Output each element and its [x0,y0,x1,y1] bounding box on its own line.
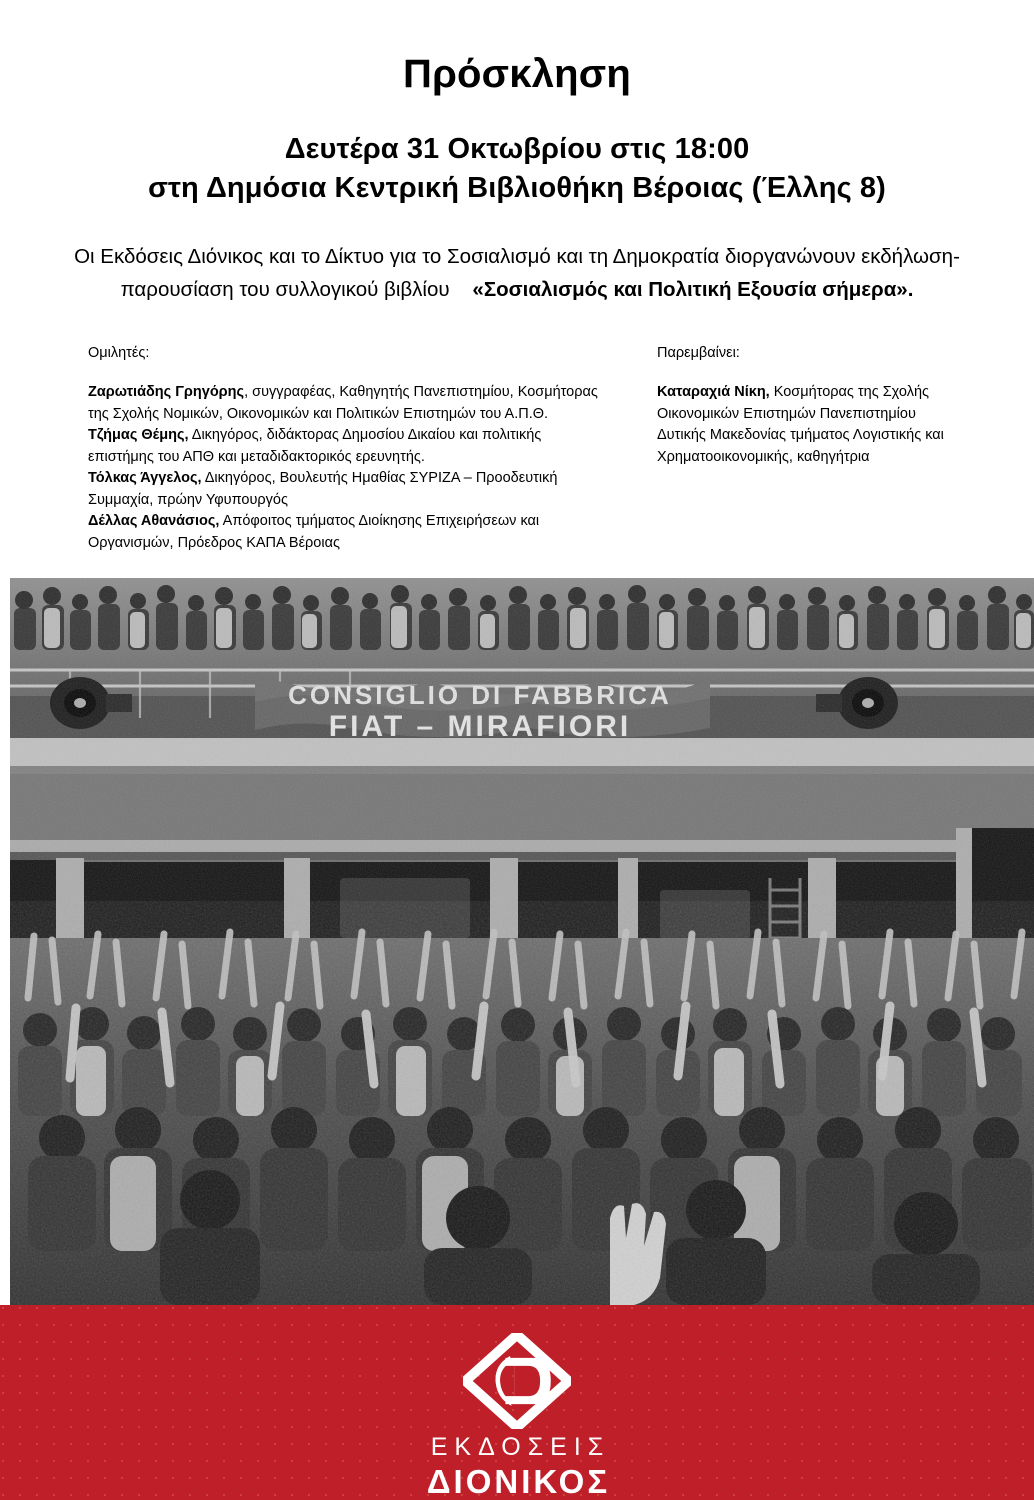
speaker-description: , συγγραφέας, Καθηγητής Πανεπιστημίου, Κοσμήτορας της Σχολής Νομικών, Οικονομικών και Πολιτικών Επιστημών του Α.Π.Θ. [88,384,598,422]
speaker-entry [88,382,608,425]
publisher-word-dionikos: ΔΙΟΝΙΚΟΣ [426,1463,611,1500]
speaker-description: Δικηγόρος, Βουλευτής Ημαθίας ΣΥΡΙΖΑ – Προοδευτική Συμμαχία, πρώην Υφυπουργός [88,470,558,508]
discussant-column [657,343,957,469]
speaker-entry [88,468,608,511]
speaker-name: Δέλλας Αθανάσιος, [88,513,220,530]
event-venue: στη Δημόσια Κεντρική Βιβλιοθήκη Βέροιας (Έλλης 8) [148,171,886,204]
page-title: Πρόσκληση [402,52,631,96]
intro-line-2 [52,274,982,307]
discussant-heading: Παρεμβαίνει: [657,344,740,361]
poster-header [0,0,1034,207]
speaker-description: Απόφοιτος τμήματος Διοίκησης Επιχειρήσεων και Οργανισμών, Πρόεδρος ΚΑΠΑ Βέροιας [88,513,540,551]
discussant-entry [657,382,957,468]
book-title: «Σοσιαλισμός και Πολιτική Εξουσία σήμερα». [472,277,914,301]
diamond-monogram-icon [463,1333,571,1429]
discussant-name: Καταραχιά Νίκη, [657,384,770,401]
intro-paragraph [52,241,982,307]
publisher-logo [0,1333,1034,1498]
factory-protest-photo [10,578,1034,1305]
publisher-footer [0,1305,1034,1500]
intro-line-2-prefix: παρουσίαση του συλλογικού βιβλίου [120,277,450,301]
publisher-word-ekdoseis: ΕΚΔΟΣΕΙΣ [430,1433,611,1461]
event-datetime: Δευτέρα 31 Οκτωβρίου στις 18:00 [284,133,750,165]
speaker-description: Δικηγόρος, διδάκτορας Δημοσίου Δικαίου και πολιτικής επιστήμης του ΑΠΘ και μεταδιδακτορικός ερευνητής. [88,427,542,465]
discussant-description: Κοσμήτορας της Σχολής Οικονομικών Επιστημών Πανεπιστημίου Δυτικής Μακεδονίας τμήματος Λογιστικής και Χρηματοοικονομικής, καθηγήτρια [657,384,944,465]
participants-columns [0,343,1034,554]
speakers-column [88,343,608,554]
speaker-name: Τζήμας Θέμης, [88,427,189,444]
speaker-entry [88,511,608,554]
photo-illustration [10,578,1034,1305]
speaker-name: Τόλκας Άγγελος, [88,470,202,487]
speaker-entry [88,425,608,468]
intro-line-1: Οι Εκδόσεις Διόνικος και το Δίκτυο για το Σοσιαλισμό και τη Δημοκρατία διοργανώνουν εκδήλωση- [74,245,960,269]
speakers-heading: Ομιλητές: [88,344,150,361]
event-details [0,130,1034,207]
speaker-name: Ζαρωτιάδης Γρηγόρης [88,384,245,401]
